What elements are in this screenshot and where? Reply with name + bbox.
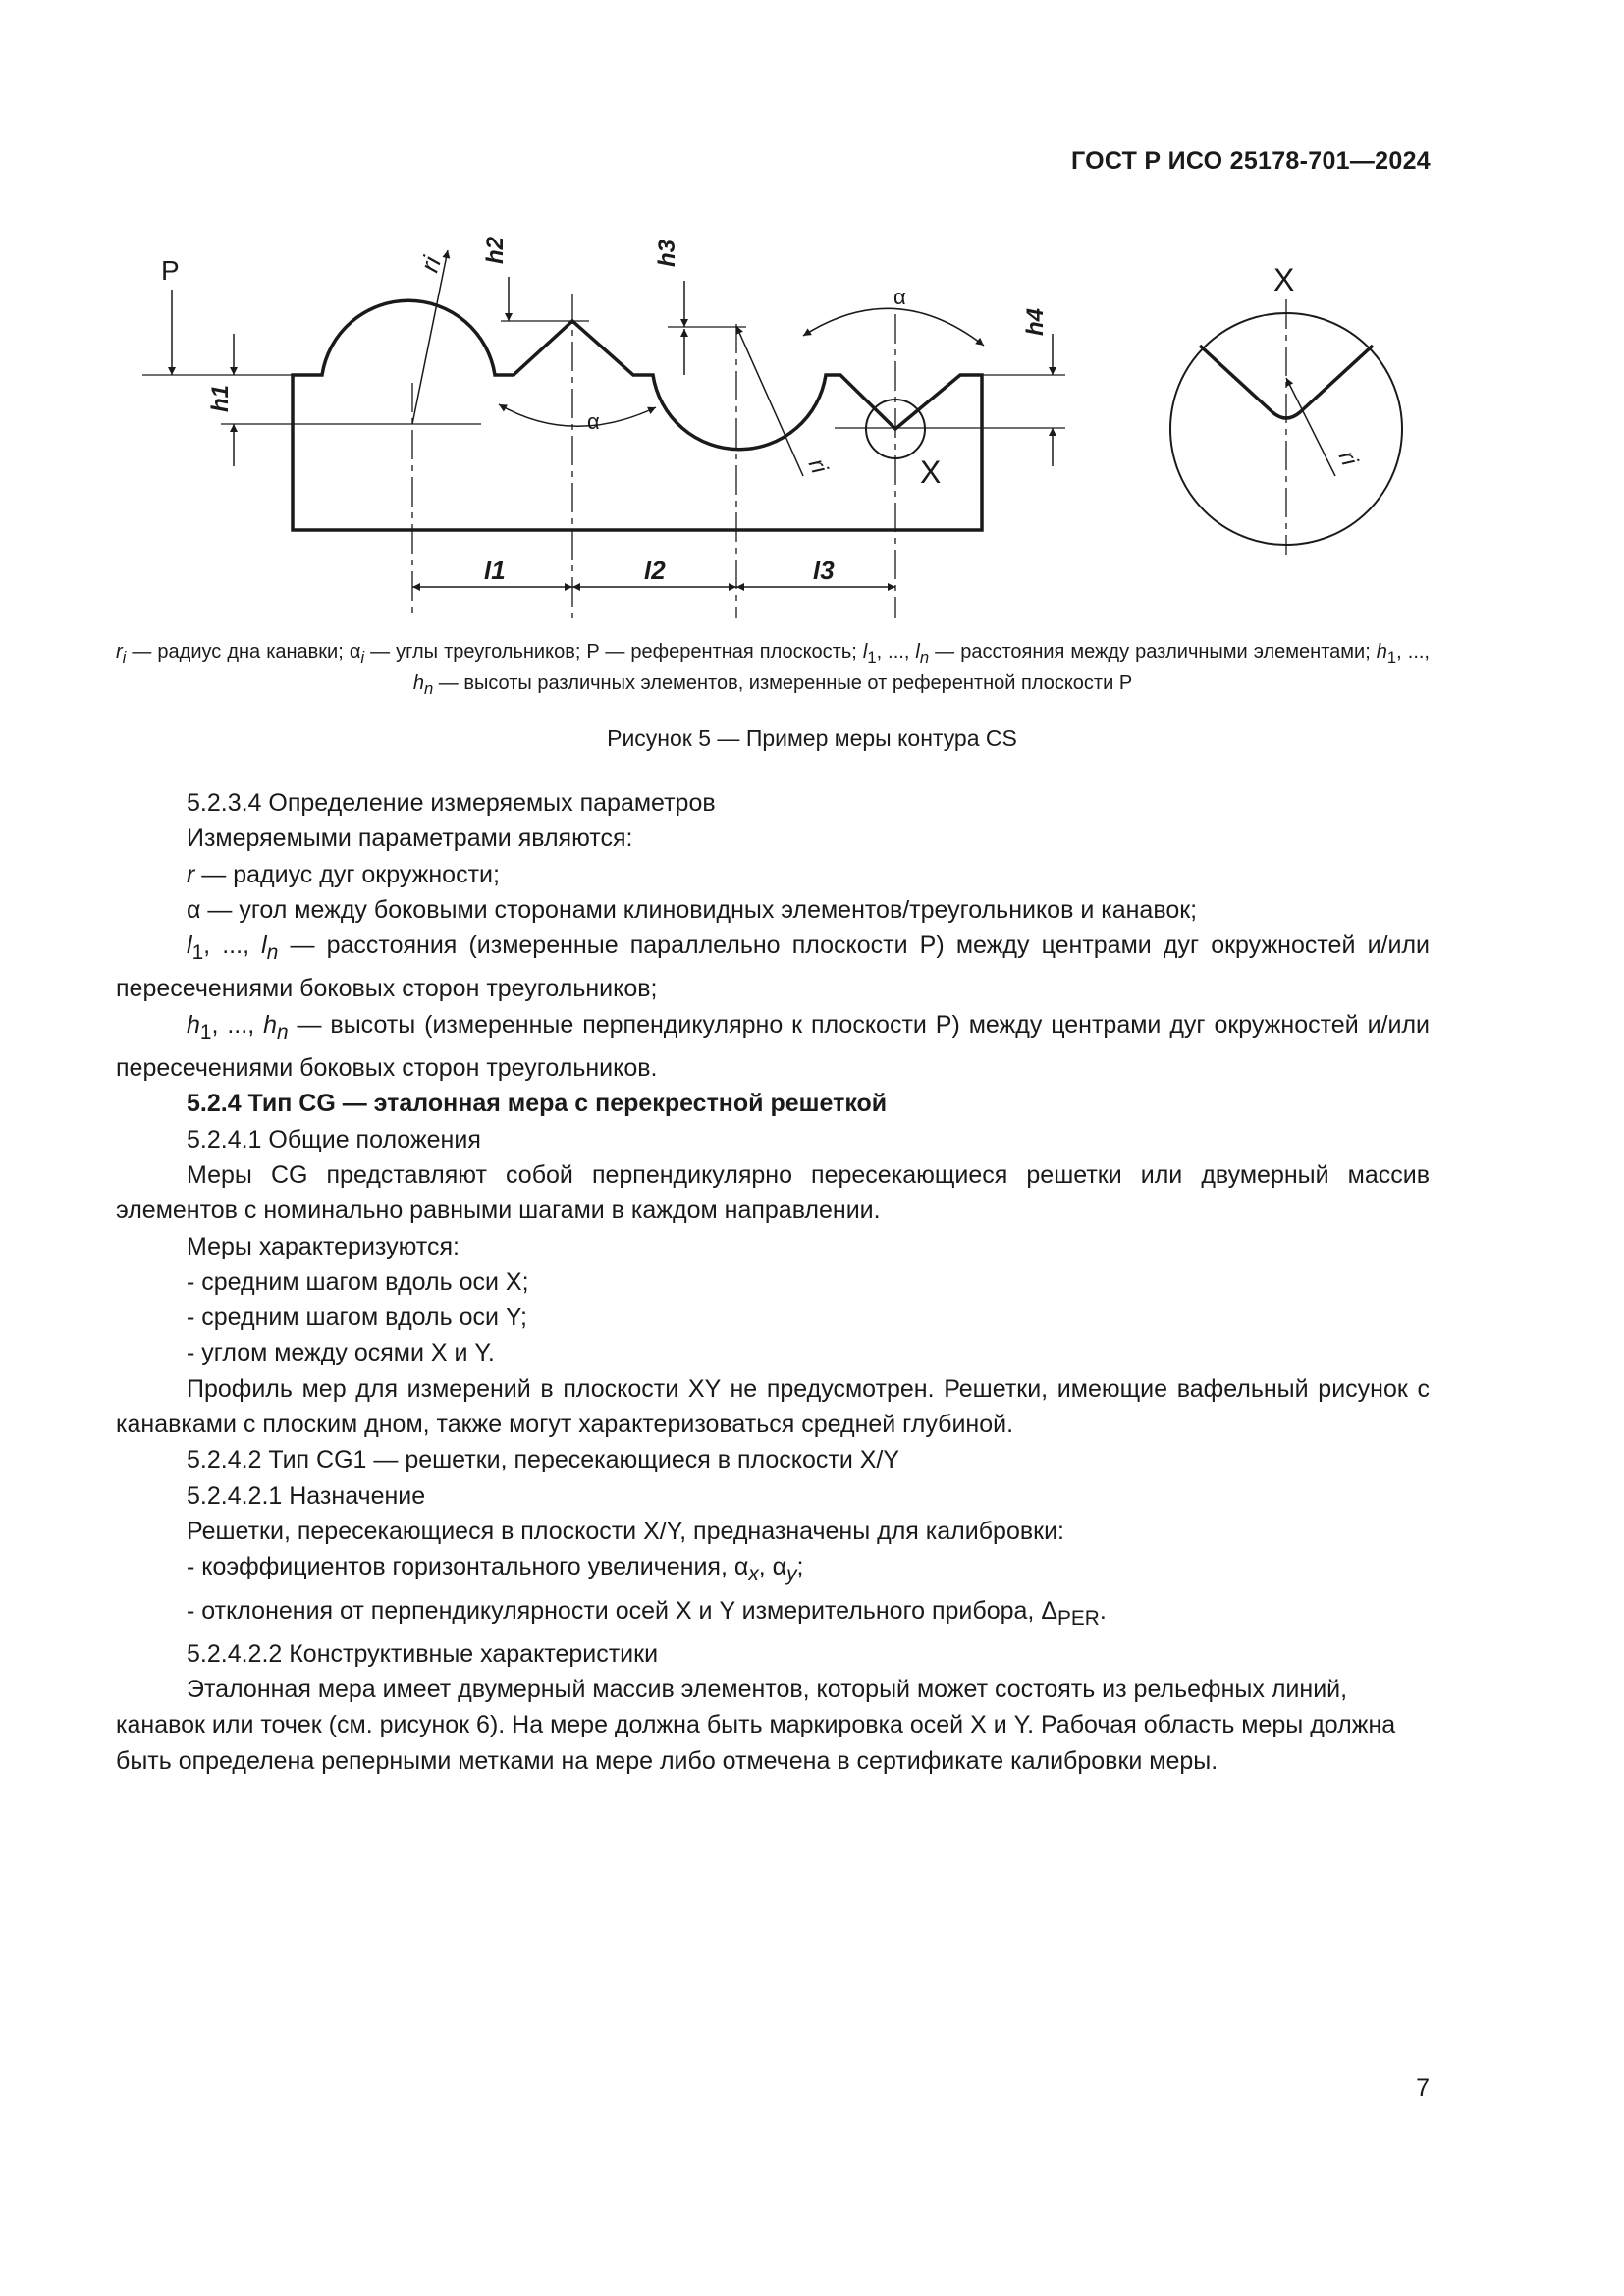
- paragraph: Меры CG представляют собой перпендикулярно пересекающиеся решетки или двумерный массив элементов с номинально равными шагами в каждом направлении.: [116, 1160, 1430, 1225]
- paragraph-heading: 5.2.3.4 Определение измеряемых параметров: [187, 789, 716, 817]
- paragraph: $l_1$, ..., $l_n$ — расстояния (измеренные параллельно плоскости P) между центрами дуг окружностей и/или пересечениями боковых сторон треугольников;: [116, 932, 1430, 1003]
- document-header: ГОСТ Р ИСО 25178-701—2024: [1070, 147, 1431, 175]
- svg-text:l3: l3: [813, 556, 835, 585]
- page-number: 7: [1416, 2074, 1430, 2102]
- list-item: - углом между осями X и Y.: [187, 1339, 495, 1367]
- list-item: - коэффициентов горизонтального увеличения, $\alpha_x$, $\alpha_y$;: [187, 1553, 804, 1586]
- list-item: - отклонения от перпендикулярности осей X и Y измерительного прибора, $\Delta_{PER}$.: [187, 1596, 1107, 1629]
- paragraph: Решетки, пересекающиеся в плоскости X/Y, предназначены для калибровки:: [187, 1517, 1064, 1545]
- paragraph: r — радиус дуг окружности;: [187, 860, 500, 888]
- paragraph-heading: 5.2.4.2 Тип CG1 — решетки, пересекающиеся в плоскости X/Y: [187, 1446, 900, 1474]
- body-text: [116, 785, 1430, 1779]
- svg-text:X: X: [1273, 262, 1295, 297]
- figure-5-cs-contour-measure: [118, 236, 1363, 638]
- paragraph-heading: 5.2.4.1 Общие положения: [187, 1125, 481, 1153]
- figure-caption: Рисунок 5 — Пример меры контура CS: [607, 725, 1017, 751]
- dimension-arrows: [172, 250, 1053, 587]
- figure-legend: $r_i$ — радиус дна канавки; $\alpha_i$ — углы треугольников; P — референтная плоскость; $l_1$, ..., $l_n$ — расстояния между различными элементами; $h_1$, ..., $h_n$ — высоты различных элементов, измеренные от референтной плоскости P: [116, 641, 1430, 698]
- svg-text:ri: ri: [1332, 447, 1363, 470]
- svg-text:P: P: [161, 255, 180, 286]
- paragraph: Профиль мер для измерений в плоскости XY не предусмотрен. Решетки, имеющие вафельный рисунок с канавками с плоским дном, также могут характеризоваться средней глубиной.: [116, 1374, 1430, 1439]
- paragraph: Меры характеризуются:: [187, 1232, 460, 1260]
- svg-text:X: X: [920, 454, 942, 490]
- svg-text:ri: ri: [802, 454, 833, 478]
- section-heading: 5.2.4 Тип CG — эталонная мера с перекрестной решеткой: [187, 1090, 888, 1118]
- svg-text:h4: h4: [1022, 307, 1049, 337]
- svg-text:h2: h2: [482, 236, 509, 265]
- svg-text:h3: h3: [654, 239, 680, 268]
- figure-labels: [161, 236, 1363, 585]
- svg-text:ri: ri: [413, 252, 447, 276]
- detail-x-view: [1170, 299, 1402, 555]
- paragraph: α — угол между боковыми сторонами клиновидных элементов/треугольников и канавок;: [187, 895, 1198, 924]
- paragraph: Измеряемыми параметрами являются:: [187, 825, 633, 853]
- svg-text:α: α: [587, 409, 600, 434]
- svg-text:l1: l1: [484, 556, 506, 585]
- paragraph: Эталонная мера имеет двумерный массив элементов, который может состоять из рельефных линий, канавок или точек (см. рисунок 6). На мере должна быть маркировка осей X и Y. Рабочая область меры должна быть определена реперными метками на мере либо отмечена в сертификате калибровки меры.: [116, 1676, 1396, 1775]
- svg-text:α: α: [893, 285, 906, 309]
- svg-text:l2: l2: [644, 556, 666, 585]
- svg-text:h1: h1: [207, 384, 234, 413]
- list-item: - средним шагом вдоль оси X;: [187, 1267, 529, 1296]
- list-item: - средним шагом вдоль оси Y;: [187, 1304, 527, 1332]
- paragraph-heading: 5.2.4.2.2 Конструктивные характеристики: [187, 1639, 659, 1668]
- paragraph: $h_1$, ..., $h_n$ — высоты (измеренные перпендикулярно к плоскости P) между центрами дуг окружностей и/или пересечениями боковых сторон треугольников.: [116, 1010, 1431, 1083]
- paragraph-heading: 5.2.4.2.1 Назначение: [187, 1481, 426, 1510]
